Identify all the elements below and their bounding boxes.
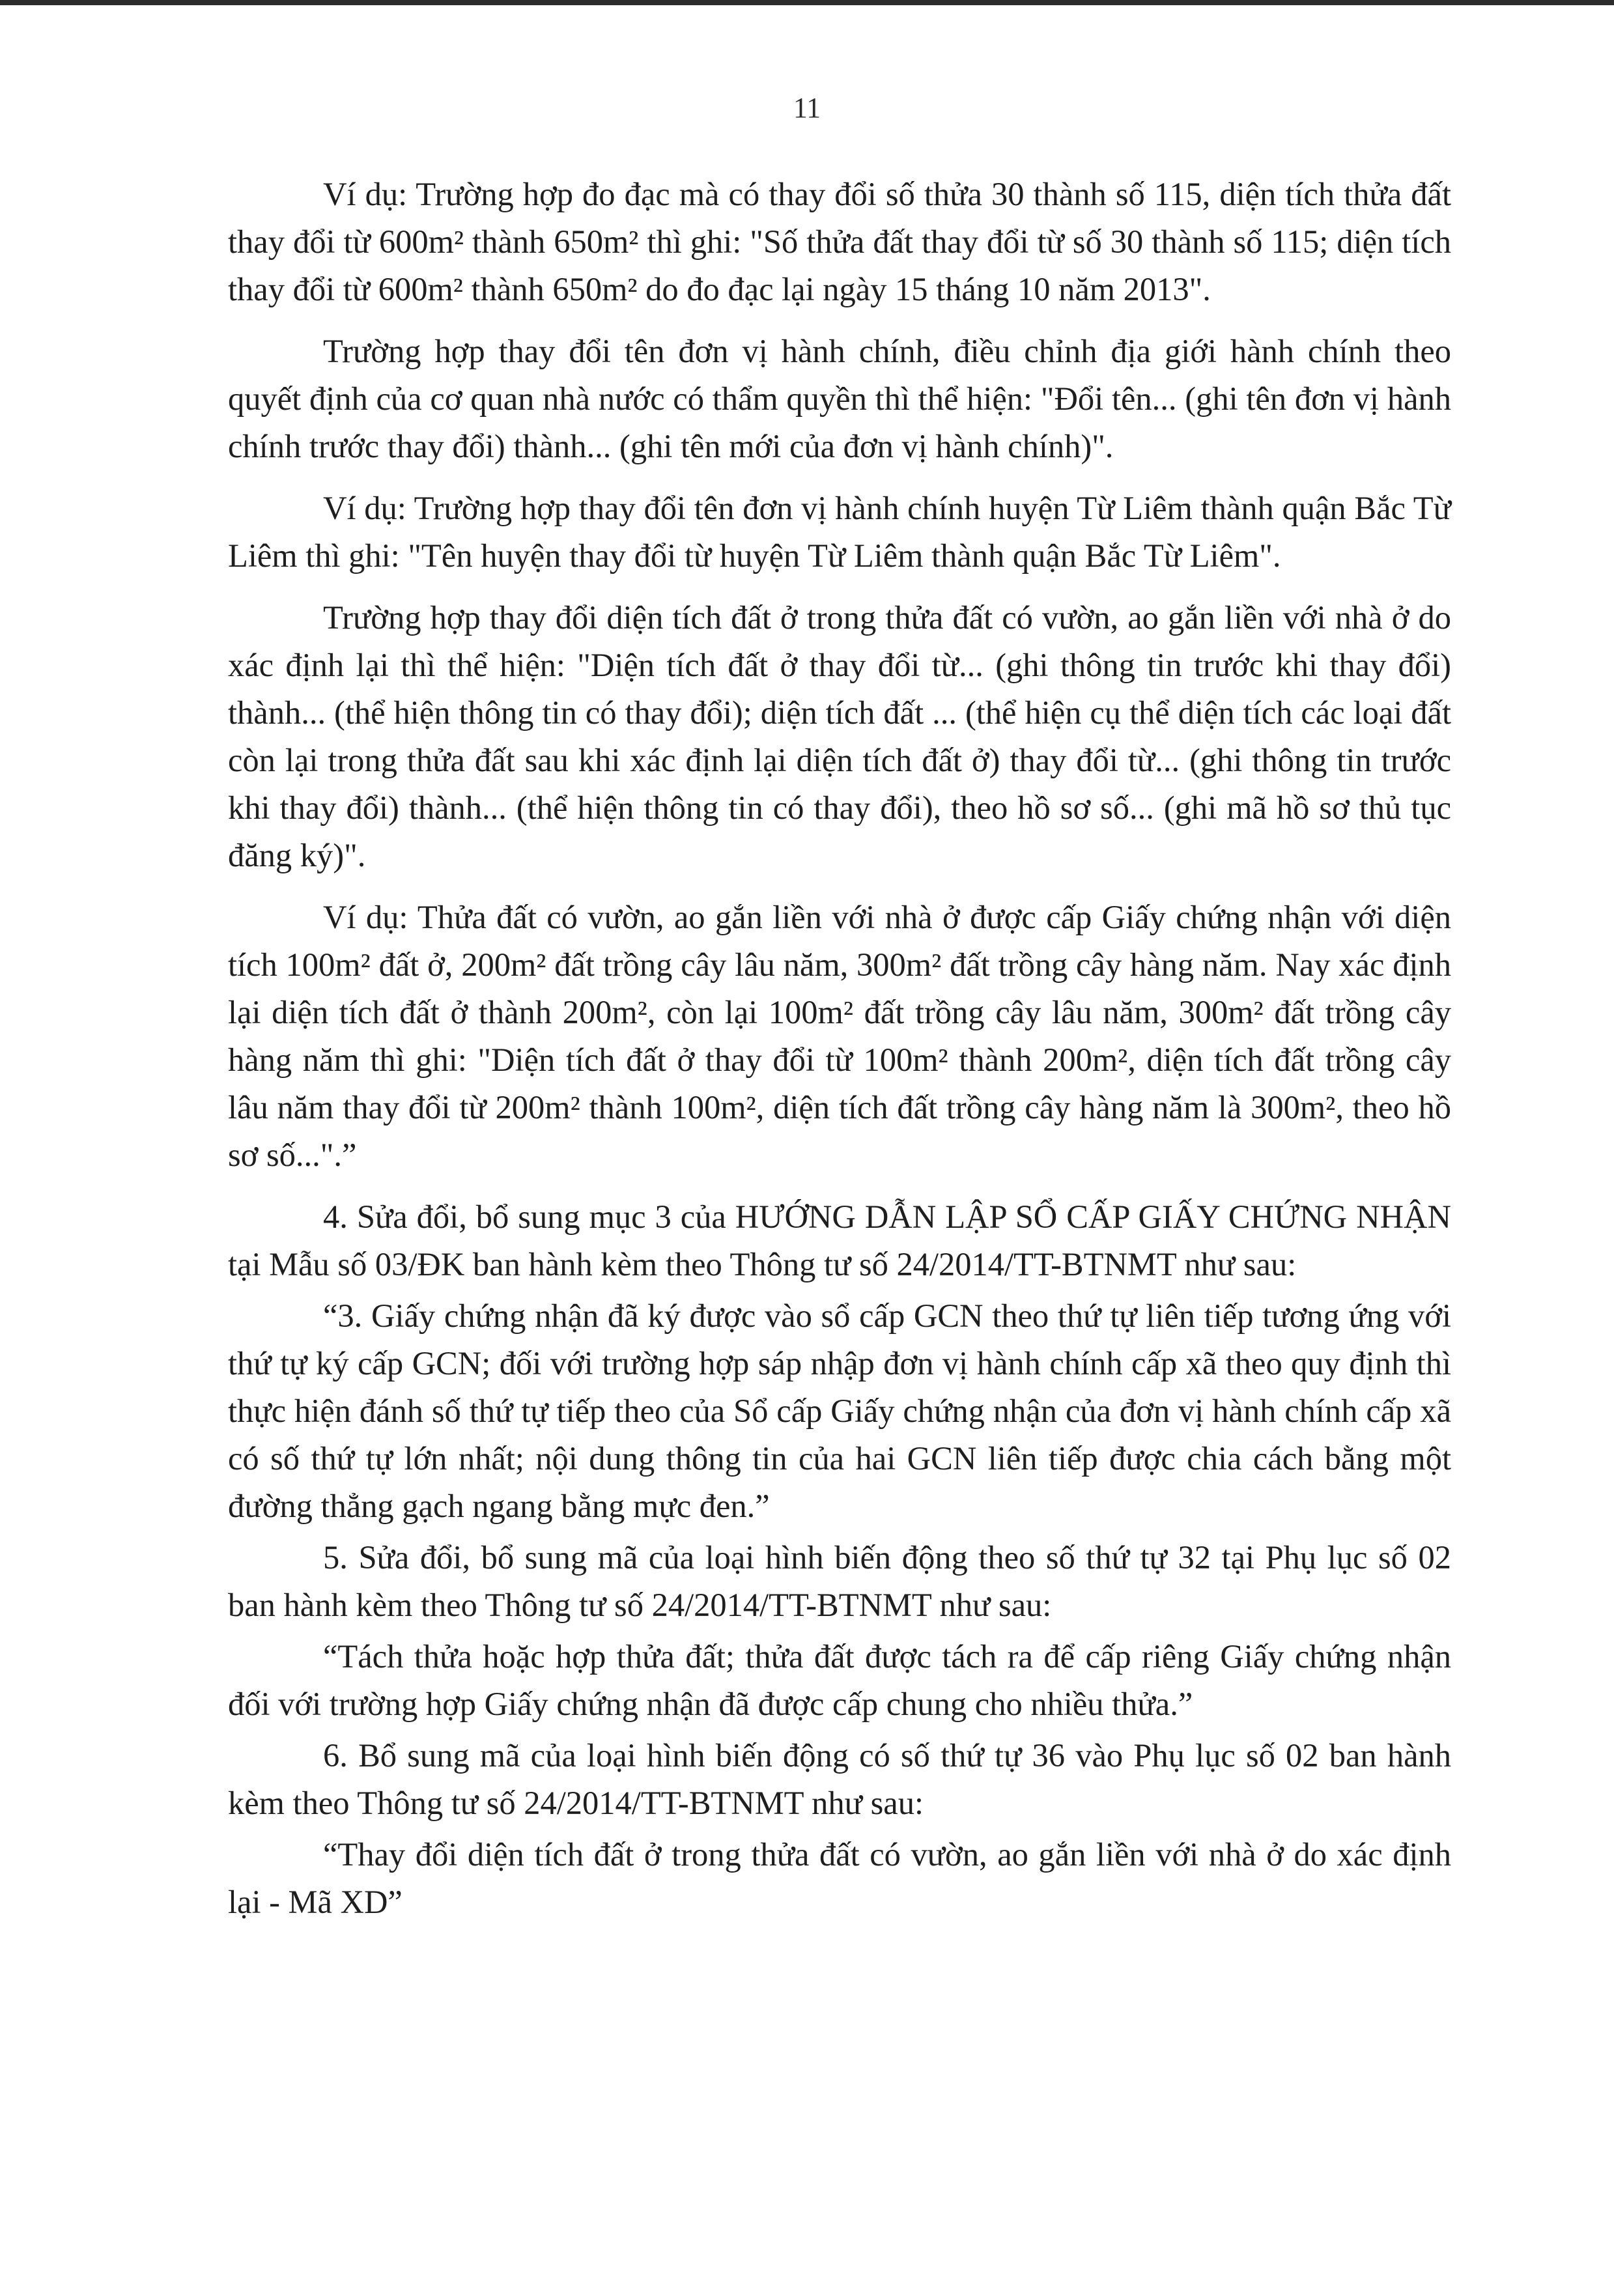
paragraph-example-garden-parcel: Ví dụ: Thửa đất có vườn, ao gắn liền với nhà ở được cấp Giấy chứng nhận với diện tích 100m² đất ở, 200m² đất trồng cây lâu năm, 300m² đất trồng cây hàng năm. Nay xác định lại diện tích đất ở thành 200m², còn lại 100m² đất trồng cây lâu năm, 300m² đất trồng cây hàng năm thì ghi: "Diện tích đất ở thay đổi từ 100m² thành 200m², diện tích đất trồng cây lâu năm thay đổi từ 200m² thành 100m², diện tích đất trồng cây hàng năm là 300m², theo hồ sơ số...".” <box>228 899 1451 1173</box>
paragraph-example-tu-liem: Ví dụ: Trường hợp thay đổi tên đơn vị hành chính huyện Từ Liêm thành quận Bắc Từ Liêm thì ghi: "Tên huyện thay đổi từ huyện Từ Liêm thành quận Bắc Từ Liêm". <box>228 490 1451 574</box>
page-number: 11 <box>793 92 821 124</box>
document-body <box>228 171 1451 1926</box>
paragraph-admin-unit-rename: Trường hợp thay đổi tên đơn vị hành chính, điều chỉnh địa giới hành chính theo quyết định của cơ quan nhà nước có thẩm quyền thì thể hiện: "Đổi tên... (ghi tên đơn vị hành chính trước thay đổi) thành... (ghi tên mới của đơn vị hành chính)". <box>228 333 1451 464</box>
paragraph-item-6: 6. Bổ sung mã của loại hình biến động có số thứ tự 36 vào Phụ lục số 02 ban hành kèm theo Thông tư số 24/2014/TT-BTNMT như sau: <box>228 1737 1451 1821</box>
scan-edge <box>0 0 1614 5</box>
paragraph-residential-area-change: Trường hợp thay đổi diện tích đất ở trong thửa đất có vườn, ao gắn liền với nhà ở do xác định lại thì thể hiện: "Diện tích đất ở thay đổi từ... (ghi thông tin trước khi thay đổi) thành... (thể hiện thông tin có thay đổi); diện tích đất ... (thể hiện cụ thể diện tích các loại đất còn lại trong thửa đất sau khi xác định lại diện tích đất ở) thay đổi từ... (ghi thông tin trước khi thay đổi) thành... (thể hiện thông tin có thay đổi), theo hồ sơ số... (ghi mã hồ sơ thủ tục đăng ký)". <box>228 599 1451 873</box>
paragraph-item-4: 4. Sửa đổi, bổ sung mục 3 của HƯỚNG DẪN LẬP SỔ CẤP GIẤY CHỨNG NHẬN tại Mẫu số 03/ĐK ban hành kèm theo Thông tư số 24/2014/TT-BTNMT như sau: <box>228 1198 1451 1283</box>
paragraph-quote-split-merge: “Tách thửa hoặc hợp thửa đất; thửa đất được tách ra để cấp riêng Giấy chứng nhận đối với trường hợp Giấy chứng nhận đã được cấp chung cho nhiều thửa.” <box>228 1638 1451 1722</box>
paragraph-quote-3: “3. Giấy chứng nhận đã ký được vào sổ cấp GCN theo thứ tự liên tiếp tương ứng với thứ tự ký cấp GCN; đối với trường hợp sáp nhập đơn vị hành chính cấp xã theo quy định thì thực hiện đánh số thứ tự tiếp theo của Sổ cấp Giấy chứng nhận của đơn vị hành chính cấp xã có số thứ tự lớn nhất; nội dung thông tin của hai GCN liên tiếp được chia cách bằng một đường thẳng gạch ngang bằng mực đen.” <box>228 1297 1451 1524</box>
paragraph-item-5: 5. Sửa đổi, bổ sung mã của loại hình biến động theo số thứ tự 32 tại Phụ lục số 02 ban hành kèm theo Thông tư số 24/2014/TT-BTNMT như sau: <box>228 1539 1451 1623</box>
paragraph-quote-code-xd: “Thay đổi diện tích đất ở trong thửa đất có vườn, ao gắn liền với nhà ở do xác định lại - Mã XD” <box>228 1836 1451 1920</box>
paragraph-example-parcel-number: Ví dụ: Trường hợp đo đạc mà có thay đổi số thửa 30 thành số 115, diện tích thửa đất thay đổi từ 600m² thành 650m² thì ghi: "Số thửa đất thay đổi từ số 30 thành số 115; diện tích thay đổi từ 600m² thành 650m² do đo đạc lại ngày 15 tháng 10 năm 2013". <box>228 176 1451 307</box>
